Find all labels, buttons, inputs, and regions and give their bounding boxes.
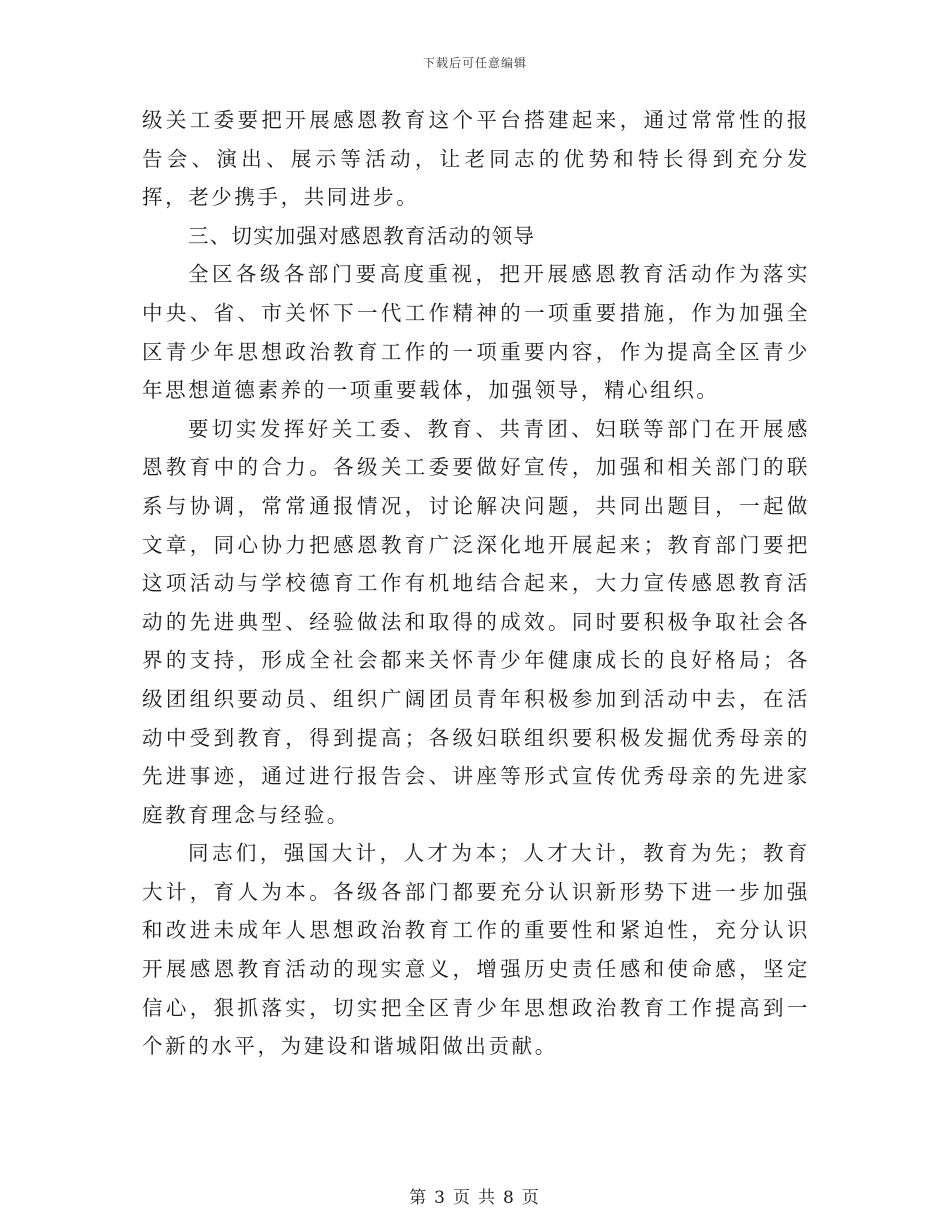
page-header: 下载后可任意编辑 xyxy=(422,56,527,70)
paragraph-3: 同志们，强国大计，人才为本；人才大计，教育为先；教育大计，育人为本。各级各部门都要充分认识新形势下进一步加强和改进未成年人思想政治教育工作的重要性和紧迫性，充分认识开展感恩教育活动的现实意义，增强历史责任感和使命感，坚定信心，狠抓落实，切实把全区青少年思想政治教育工作提高到一个新的水平，为建设和谐城阳做出贡献。 xyxy=(142,841,810,1059)
page-footer xyxy=(0,1183,950,1208)
footer-total-suffix: 页 xyxy=(521,1188,541,1208)
document-body xyxy=(142,101,810,1066)
footer-current-page: 3 xyxy=(434,1188,447,1208)
section-heading: 三、切实加强对感恩教育活动的领导 xyxy=(188,223,536,248)
footer-prefix: 第 xyxy=(409,1188,429,1208)
footer-total-pages: 8 xyxy=(503,1188,516,1208)
paragraph-1: 全区各级各部门要高度重视，把开展感恩教育活动作为落实中央、省、市关怀下一代工作精神的一项重要措施，作为加强全区青少年思想政治教育工作的一项重要内容，作为提高全区青少年思想道德素养的一项重要载体，加强领导，精心组织。 xyxy=(142,262,810,403)
continued-paragraph: 级关工委要把开展感恩教育这个平台搭建起来，通过常常性的报告会、演出、展示等活动，让老同志的优势和特长得到充分发挥，老少携手，共同进步。 xyxy=(142,108,810,210)
footer-total-prefix: 共 xyxy=(478,1188,497,1208)
paragraph-2: 要切实发挥好关工委、教育、共青团、妇联等部门在开展感恩教育中的合力。各级关工委要做好宣传，加强和相关部门的联系与协调，常常通报情况，讨论解决问题，共同出题目，一起做文章，同心协力把感恩教育广泛深化地开展起来；教育部门要把这项活动与学校德育工作有机地结合起来，大力宣传感恩教育活动的先进典型、经验做法和取得的成效。同时要积极争取社会各界的支持，形成全社会都来关怀青少年健康成长的良好格局；各级团组织要动员、组织广阔团员青年积极参加到活动中去，在活动中受到教育，得到提高；各级妇联组织要积极发掘优秀母亲的先进事迹，通过进行报告会、讲座等形式宣传优秀母亲的先进家庭教育理念与经验。 xyxy=(142,416,810,827)
footer-page-label: 页 xyxy=(453,1188,472,1208)
